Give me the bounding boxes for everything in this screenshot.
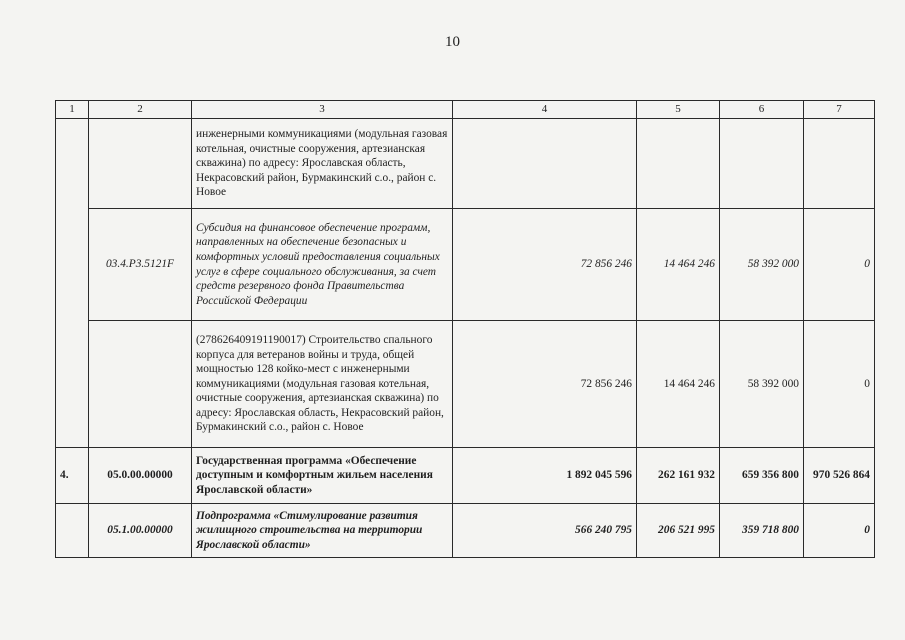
row-description: инженерными коммуникациями (модульная газовая котельная, очистные сооружения, артезианская скважина) по адресу: Ярославская область, Некрасовский район, Бурмакинский с.о., район с. Новое [192,119,453,209]
table-row [56,119,875,209]
page-number: 10 [445,34,460,50]
row-col6: 58 392 000 [720,321,804,448]
table-header-row [56,101,875,119]
row-col6: 659 356 800 [720,448,804,504]
table-row [56,504,875,558]
row-col5 [637,119,720,209]
row-number [56,119,89,448]
header-cell: 7 [804,101,875,119]
table-row [56,448,875,504]
row-code: 03.4.P3.5121F [89,209,192,321]
row-code: 05.0.00.00000 [89,448,192,504]
row-col4: 566 240 795 [453,504,637,558]
row-col5: 206 521 995 [637,504,720,558]
row-col7 [804,119,875,209]
budget-table [55,100,875,558]
header-cell: 6 [720,101,804,119]
row-description: Государственная программа «Обеспечение доступным и комфортным жильем населения Ярославской области» [192,448,453,504]
row-col7: 0 [804,209,875,321]
header-cell: 4 [453,101,637,119]
table-row [56,209,875,321]
row-number [56,504,89,558]
table-row [56,321,875,448]
row-col7: 970 526 864 [804,448,875,504]
header-cell: 5 [637,101,720,119]
header-cell: 1 [56,101,89,119]
row-code [89,119,192,209]
row-col5: 262 161 932 [637,448,720,504]
row-col4: 72 856 246 [453,209,637,321]
row-code [89,321,192,448]
row-col4: 1 892 045 596 [453,448,637,504]
row-description: Субсидия на финансовое обеспечение программ, направленных на обеспечение безопасных и комфортных условий предоставления социальных услуг в сфере социального обслуживания, за счет средств резервного фонда Правительства Российской Федерации [192,209,453,321]
row-description: Подпрограмма «Стимулирование развития жилищного строительства на территории Ярославской области» [192,504,453,558]
row-description: (278626409191190017) Строительство спального корпуса для ветеранов войны и труда, общей мощностью 128 койко-мест с инженерными коммуникациями (модульная газовая котельная, очистные сооружения, артезианская скважина) по адресу: Ярославская область, Некрасовский район, Бурмакинский с.о., район с. Новое [192,321,453,448]
row-number: 4. [56,448,89,504]
row-col4 [453,119,637,209]
row-col6: 359 718 800 [720,504,804,558]
row-col5: 14 464 246 [637,209,720,321]
header-cell: 2 [89,101,192,119]
row-col6 [720,119,804,209]
row-col6: 58 392 000 [720,209,804,321]
row-col4: 72 856 246 [453,321,637,448]
row-col7: 0 [804,504,875,558]
row-code: 05.1.00.00000 [89,504,192,558]
row-col7: 0 [804,321,875,448]
header-cell: 3 [192,101,453,119]
row-col5: 14 464 246 [637,321,720,448]
